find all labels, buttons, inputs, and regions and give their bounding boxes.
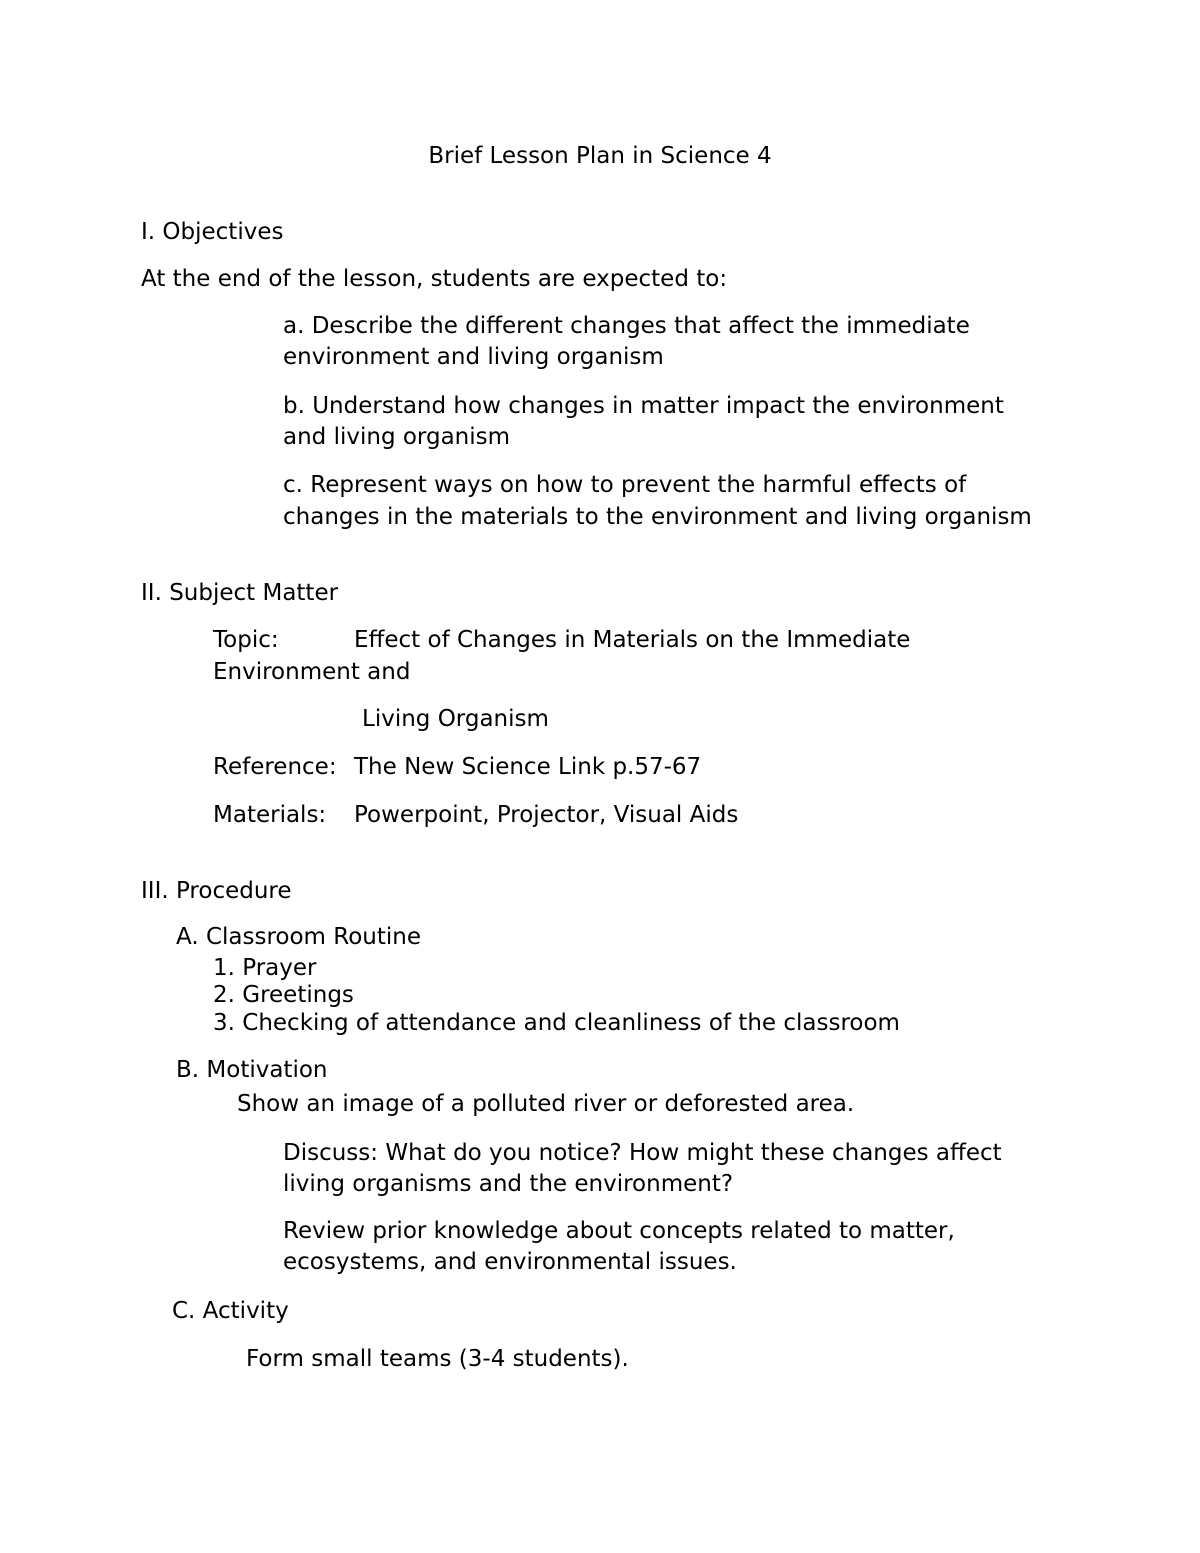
objective-c-line2: changes in the materials to the environment and living organism	[283, 504, 1032, 530]
reference-value: The New Science Link p.57-67	[354, 754, 702, 780]
motivation-discuss-line2: living organisms and the environment?	[283, 1171, 734, 1197]
objective-a-line2: environment and living organism	[283, 344, 664, 370]
objectives-heading: I. Objectives	[141, 219, 284, 245]
objective-b-line1: b. Understand how changes in matter impact the environment	[283, 393, 1004, 419]
topic-value-line2: Environment and	[213, 659, 411, 685]
activity-text: Form small teams (3-4 students).	[246, 1346, 629, 1372]
materials-label: Materials:	[213, 802, 327, 828]
subject-matter-heading: II. Subject Matter	[141, 580, 339, 606]
routine-item-greetings: 2. Greetings	[213, 982, 354, 1008]
page-title: Brief Lesson Plan in Science 4	[428, 143, 772, 169]
objective-c-line1: c. Represent ways on how to prevent the harmful effects of	[283, 472, 967, 498]
motivation-review-line1: Review prior knowledge about concepts related to matter,	[283, 1218, 955, 1244]
materials-value: Powerpoint, Projector, Visual Aids	[354, 802, 739, 828]
routine-item-prayer: 1. Prayer	[213, 955, 317, 981]
topic-value-line3: Living Organism	[362, 706, 549, 732]
topic-value-line1: Effect of Changes in Materials on the Immediate	[354, 627, 911, 653]
objective-a-line1: a. Describe the different changes that affect the immediate	[283, 313, 970, 339]
procedure-heading: III. Procedure	[141, 878, 292, 904]
motivation-discuss-line1: Discuss: What do you notice? How might these changes affect	[283, 1140, 1002, 1166]
objective-b-line2: and living organism	[283, 424, 511, 450]
reference-label: Reference:	[213, 754, 337, 780]
activity-heading: C. Activity	[172, 1298, 289, 1324]
motivation-review-line2: ecosystems, and environmental issues.	[283, 1249, 737, 1275]
routine-item-attendance: 3. Checking of attendance and cleanliness of the classroom	[213, 1010, 900, 1036]
motivation-heading: B. Motivation	[176, 1057, 328, 1083]
objectives-intro: At the end of the lesson, students are expected to:	[141, 266, 728, 292]
routine-heading: A. Classroom Routine	[176, 924, 422, 950]
motivation-show: Show an image of a polluted river or deforested area.	[237, 1091, 855, 1117]
topic-label: Topic:	[213, 627, 279, 653]
